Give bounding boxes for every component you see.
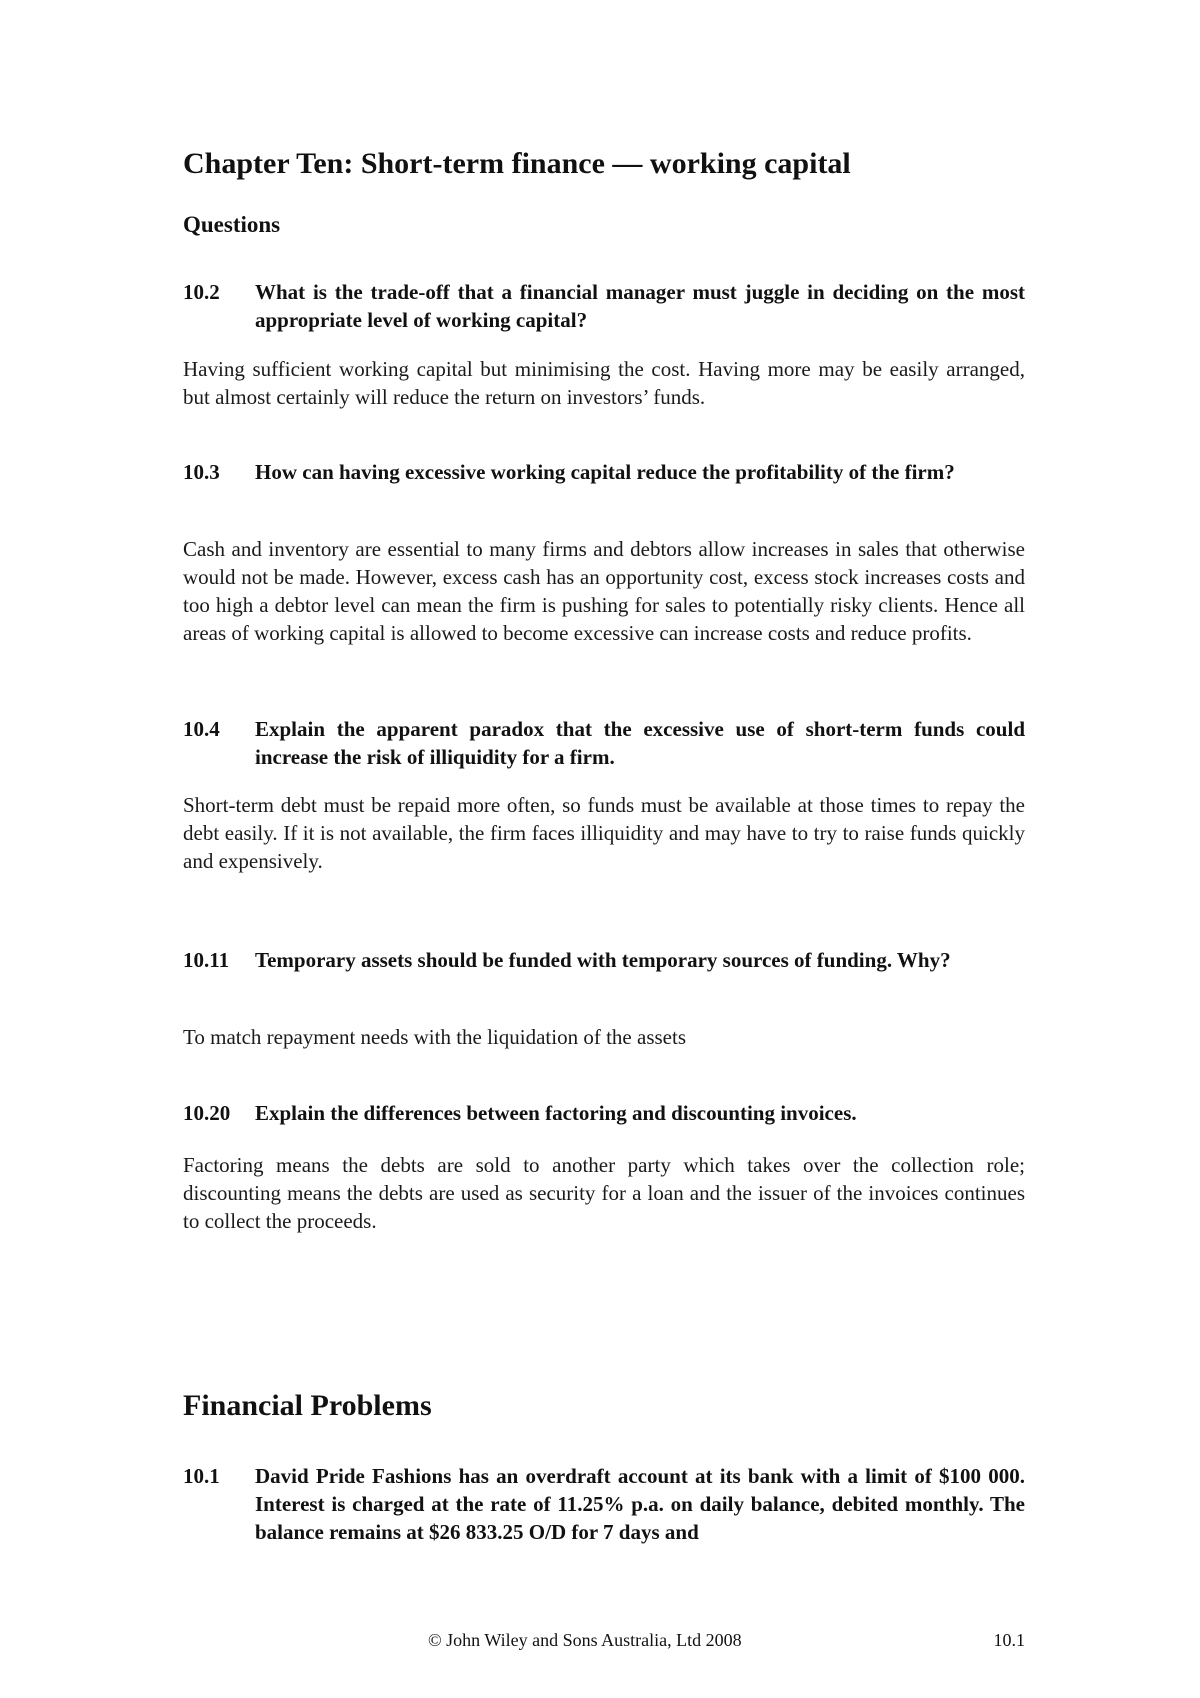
questions-heading: Questions bbox=[183, 212, 281, 237]
question-number: 10.4 bbox=[183, 717, 220, 741]
footer-copyright: © John Wiley and Sons Australia, Ltd 2008 bbox=[428, 1630, 742, 1650]
footer-page-number: 10.1 bbox=[993, 1630, 1025, 1650]
problem-10-1 bbox=[183, 1462, 1025, 1546]
chapter-title: Chapter Ten: Short-term finance — working capital bbox=[183, 147, 851, 180]
financial-problems-heading: Financial Problems bbox=[183, 1389, 432, 1422]
question-number: 10.2 bbox=[183, 280, 220, 304]
question-10-2 bbox=[183, 278, 1025, 334]
question-text: Temporary assets should be funded with temporary sources of funding. Why? bbox=[255, 948, 951, 972]
question-number: 10.20 bbox=[183, 1101, 231, 1125]
question-number: 10.11 bbox=[183, 948, 230, 972]
question-text: How can having excessive working capital reduce the profitability of the firm? bbox=[255, 460, 955, 484]
answer-10-3: Cash and inventory are essential to many firms and debtors allow increases in sales that otherwise would not be made. However, excess cash has an opportunity cost, excess stock increases costs and too high a debtor level can mean the firm is pushing for sales to potentially risky clients. Hence all areas of working capital is allowed to become excessive can increase costs and reduce profits. bbox=[183, 537, 1025, 645]
question-10-20 bbox=[183, 1099, 1025, 1127]
question-number: 10.3 bbox=[183, 460, 220, 484]
problem-text: David Pride Fashions has an overdraft account at its bank with a limit of $100 000. Interest is charged at the rate of 11.25% p.a. on daily balance, debited monthly. The balance remains at $26 833.25 O/D for 7 days and bbox=[255, 1464, 1025, 1544]
problem-number: 10.1 bbox=[183, 1464, 220, 1488]
question-text: Explain the differences between factoring and discounting invoices. bbox=[255, 1101, 857, 1125]
question-text: What is the trade-off that a financial manager must juggle in deciding on the most appropriate level of working capital? bbox=[255, 280, 1025, 332]
question-10-11 bbox=[183, 946, 1025, 974]
answer-10-20: Factoring means the debts are sold to another party which takes over the collection role; discounting means the debts are used as security for a loan and the issuer of the invoices continues to collect the proceeds. bbox=[183, 1153, 1025, 1233]
answer-10-4: Short-term debt must be repaid more often, so funds must be available at those times to repay the debt easily. If it is not available, the firm faces illiquidity and may have to try to raise funds quickly and expensively. bbox=[183, 793, 1025, 873]
answer-10-11: To match repayment needs with the liquidation of the assets bbox=[183, 1025, 686, 1049]
question-10-4 bbox=[183, 715, 1025, 771]
question-text: Explain the apparent paradox that the excessive use of short-term funds could increase the risk of illiquidity for a firm. bbox=[255, 717, 1025, 769]
question-10-3 bbox=[183, 458, 1025, 486]
answer-10-2: Having sufficient working capital but minimising the cost. Having more may be easily arranged, but almost certainly will reduce the return on investors’ funds. bbox=[183, 357, 1025, 409]
